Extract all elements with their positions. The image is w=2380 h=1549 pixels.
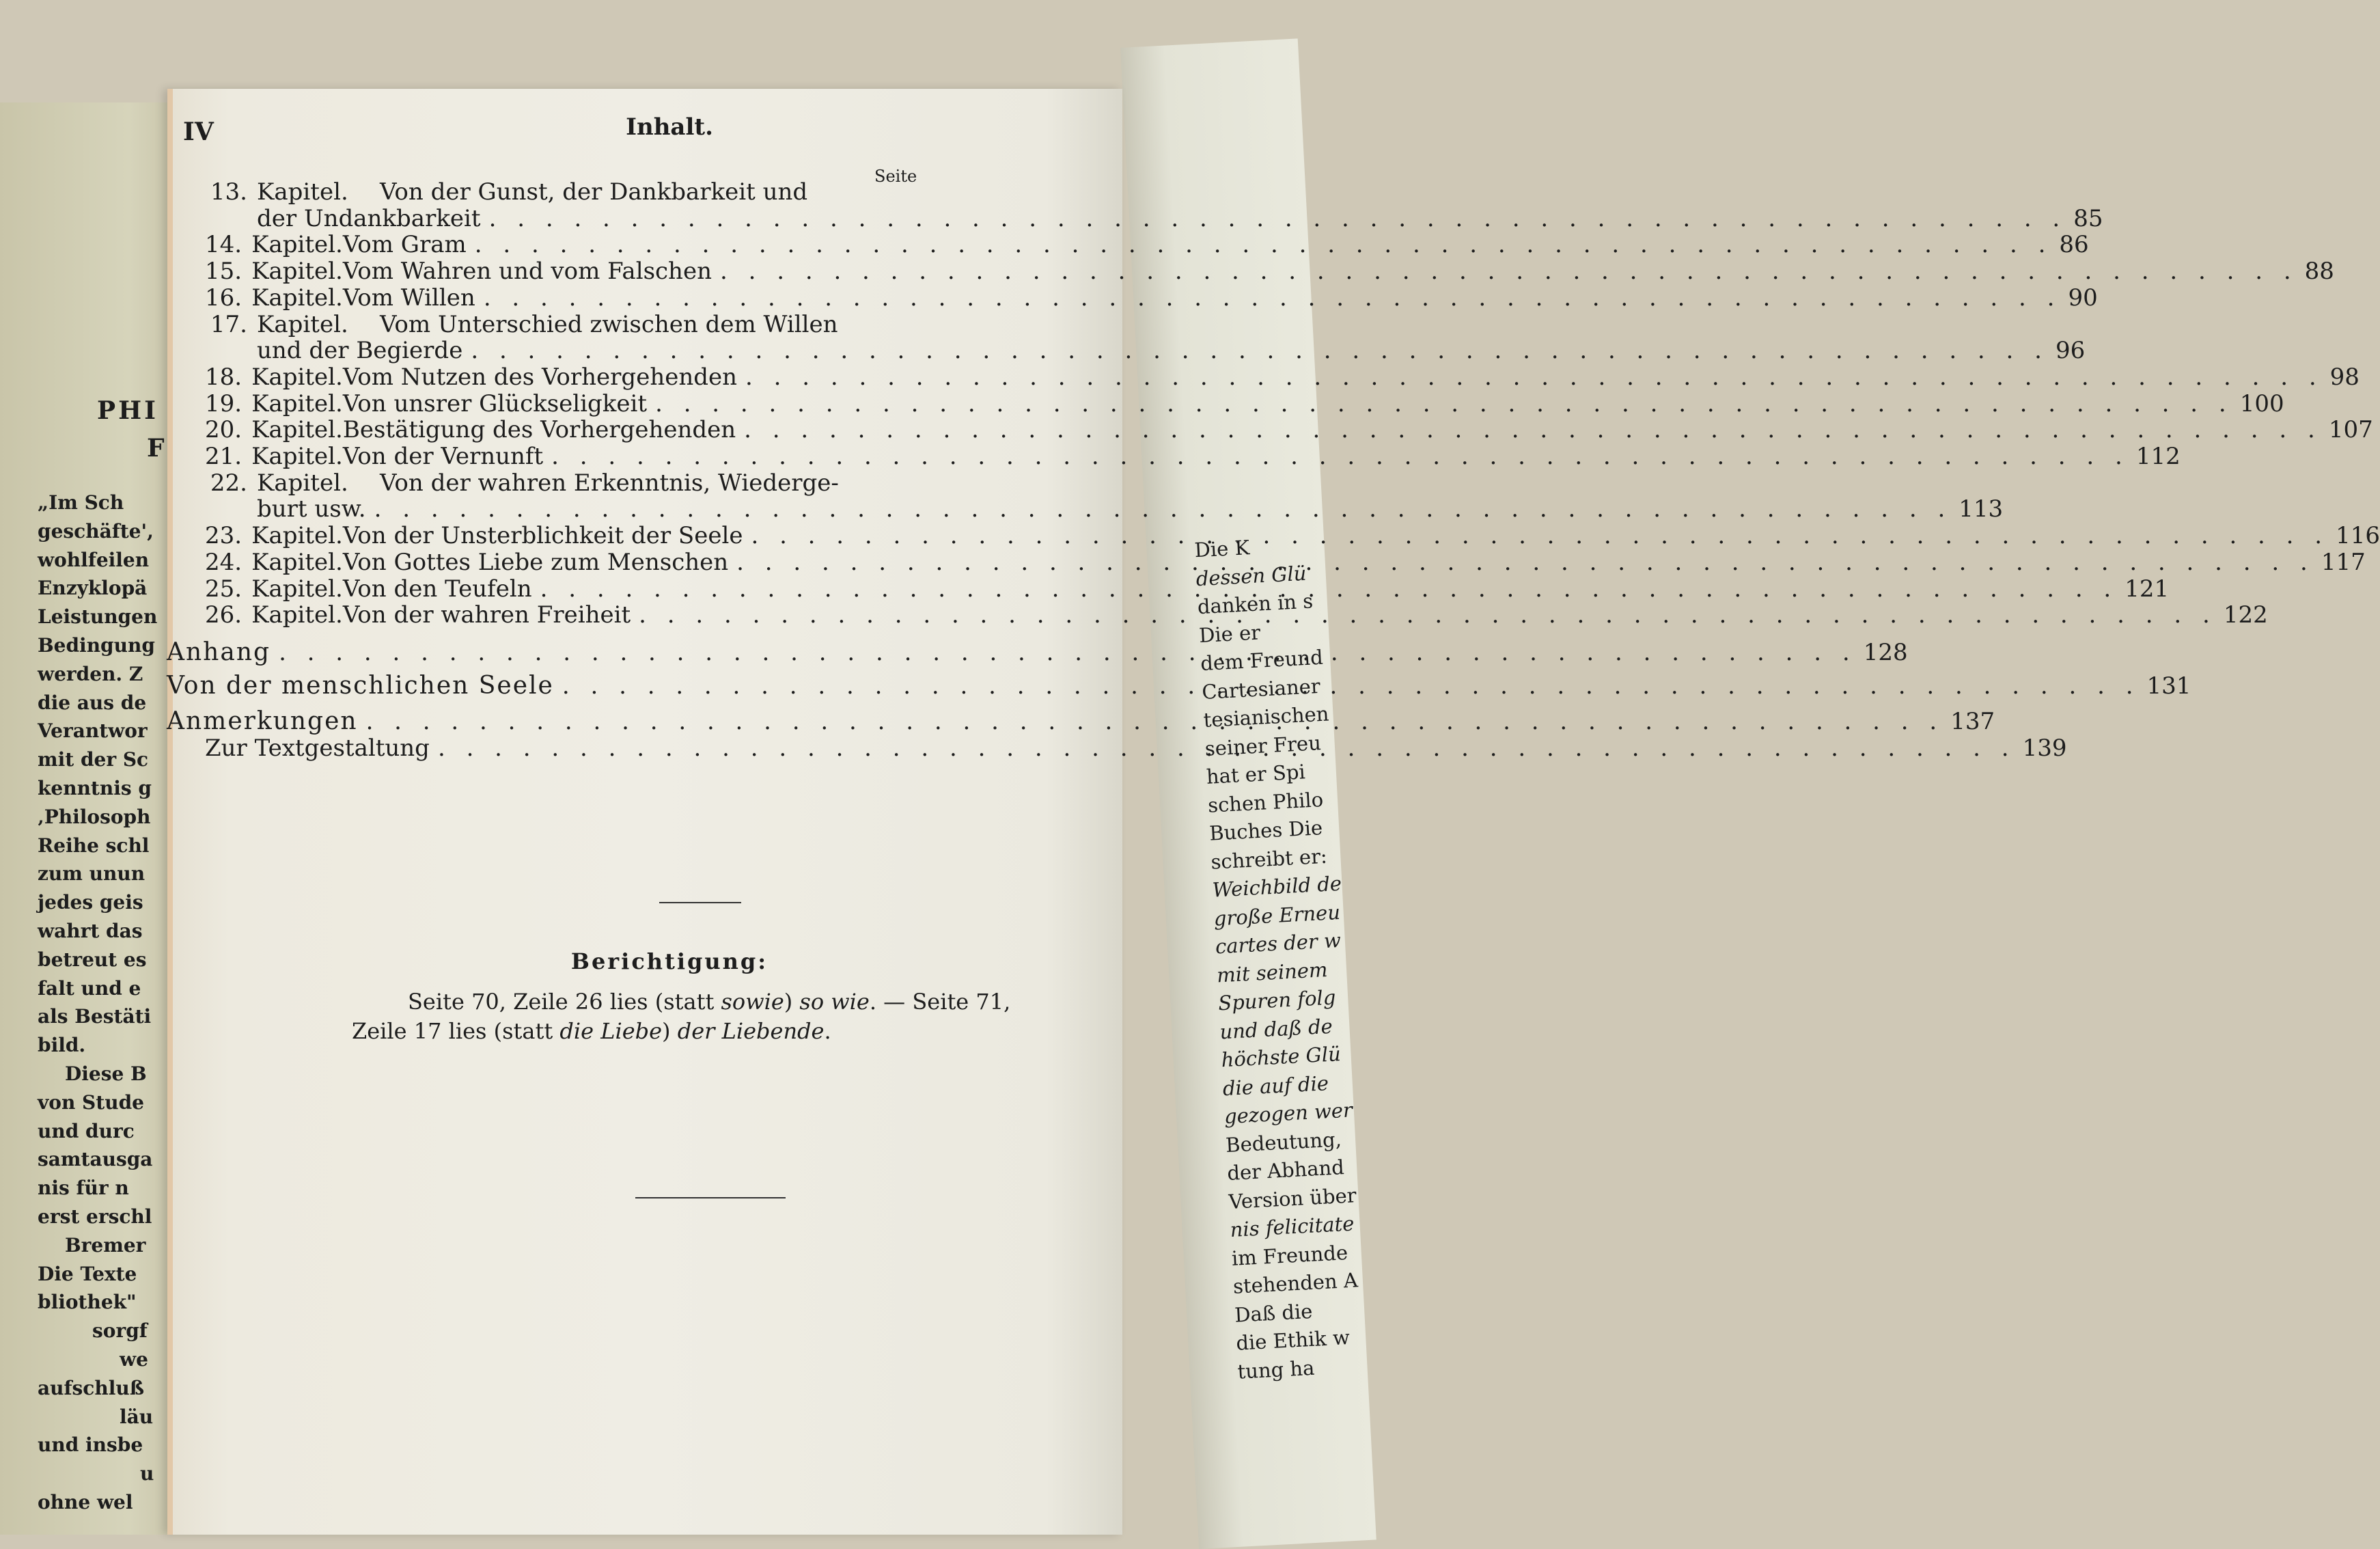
toc-page: 137: [1950, 708, 1995, 736]
errata-line: [352, 1017, 1083, 1046]
toc-title: Bestätigung des Vorhergehenden: [342, 416, 736, 444]
right-line: nis felicitate: [1229, 1211, 1355, 1242]
page-number: IV: [183, 118, 214, 146]
toc-kapitel: Kapitel.: [251, 575, 343, 603]
toc-title: Von der wahren Freiheit: [342, 601, 631, 629]
toc-entry: [205, 310, 2086, 365]
toc-entry: [205, 389, 2284, 417]
left-line: bliothek": [38, 1291, 137, 1314]
right-line: Version über: [1228, 1183, 1357, 1214]
divider-rule: [659, 902, 741, 903]
left-line: Bedingung: [38, 633, 155, 657]
left-line: we: [120, 1347, 148, 1371]
right-line: Weichbild de: [1211, 871, 1342, 902]
left-line: falt und e: [38, 976, 141, 1000]
toc-number: 19.: [205, 389, 243, 417]
errata-text-segment: Zeile 17 lies (statt: [352, 1018, 560, 1044]
toc-leader: [743, 523, 2329, 549]
left-line: sorgf: [92, 1319, 148, 1343]
left-line: jedes geis: [38, 891, 143, 914]
errata-text-segment: .: [824, 1018, 831, 1044]
left-line: als Bestäti: [38, 1005, 152, 1028]
toc-kapitel: Kapitel.: [257, 469, 348, 497]
running-title: Inhalt.: [626, 113, 713, 141]
toc-number: 25.: [205, 575, 243, 603]
left-background-page: [0, 102, 184, 1535]
toc-title: Von der wahren Erkenntnis, Wiederge-: [380, 469, 839, 497]
errata-italic: so wie: [799, 989, 870, 1015]
toc-kapitel: Kapitel.: [251, 284, 343, 312]
toc-page: 122: [2223, 601, 2268, 629]
toc-kapitel: Kapitel.: [251, 258, 343, 286]
toc-kapitel: Kapitel.: [251, 231, 343, 259]
toc-page: 88: [2304, 258, 2334, 286]
left-line: zum unun: [38, 862, 146, 886]
left-line: „Im Sch: [38, 491, 124, 514]
toc-leader: [712, 258, 2298, 285]
left-line: aufschluß: [38, 1376, 144, 1399]
right-line: hat er Spi: [1206, 760, 1306, 789]
toc-number: 23.: [205, 522, 243, 550]
toc-leader: [358, 709, 1944, 735]
toc-leader: [554, 673, 2140, 700]
toc-leader: [271, 640, 1857, 666]
toc-page: 100: [2239, 389, 2284, 417]
left-line: Enzyklopä: [38, 577, 148, 600]
left-line: und durc: [38, 1119, 135, 1142]
toc-kapitel: Kapitel.: [251, 522, 343, 550]
toc-leader: [532, 576, 2118, 603]
right-line: Die er: [1198, 620, 1261, 647]
toc-title: Von Gottes Liebe zum Menschen: [342, 548, 729, 576]
toc-entry: [205, 284, 2098, 312]
toc-leader: [462, 338, 2049, 364]
toc-title: Von unsrer Glückseligkeit: [342, 389, 648, 417]
toc-number: 15.: [205, 258, 243, 286]
right-line: Die K: [1193, 536, 1250, 562]
right-line: schreibt er:: [1210, 844, 1328, 874]
toc-entry: [205, 416, 2373, 444]
toc-title: Vom Unterschied zwischen dem Willen: [380, 310, 838, 338]
left-line: nis für n: [38, 1177, 129, 1200]
toc-number: 22.: [210, 469, 247, 497]
right-line: tesianischen: [1202, 702, 1330, 732]
toc-page: 113: [1959, 495, 2004, 523]
left-line: geschäfte',: [38, 519, 154, 543]
toc-leader: [430, 735, 2016, 762]
toc-kapitel: Kapitel.: [257, 310, 348, 338]
left-line: von Stude: [38, 1091, 144, 1114]
toc-page: 96: [2055, 337, 2086, 365]
toc-leader: [647, 391, 2233, 417]
right-line: dessen Glü: [1195, 561, 1307, 590]
toc-leader: [475, 285, 2062, 312]
errata-line: [352, 987, 1083, 1017]
toc-leader: [631, 602, 2217, 629]
left-line: u: [140, 1462, 154, 1485]
right-line: cartes der w: [1215, 928, 1342, 959]
right-line: tung ha: [1236, 1356, 1316, 1384]
right-line: danken in s: [1197, 589, 1314, 619]
left-line: und insbe: [38, 1434, 143, 1457]
toc-page: 90: [2068, 284, 2098, 312]
left-line: betreut es: [38, 948, 147, 971]
toc-section-title: Von der menschlichen Seele: [167, 671, 554, 700]
toc-entry: [205, 363, 2360, 391]
right-line: Daß die: [1234, 1299, 1314, 1327]
right-line: der Abhand: [1226, 1155, 1345, 1185]
left-line: Diese B: [65, 1062, 147, 1085]
toc-leader: [736, 417, 2322, 443]
right-line: große Erneu: [1213, 900, 1341, 931]
toc-title-continued: burt usw.: [257, 495, 366, 523]
right-line: Bedeutung,: [1225, 1127, 1342, 1157]
toc-title: Von der Gunst, der Dankbarkeit und: [380, 178, 808, 206]
toc-number: 16.: [205, 284, 243, 312]
toc-section-title: Zur Textgestaltung: [205, 735, 430, 763]
right-line: Cartesianer: [1201, 674, 1321, 704]
left-line: Reihe schl: [38, 834, 150, 857]
errata-italic: die Liebe: [559, 1018, 663, 1044]
toc-number: 20.: [205, 416, 243, 444]
toc-kapitel: Kapitel.: [251, 601, 343, 629]
toc-page: 85: [2073, 204, 2103, 232]
toc-page: 98: [2329, 363, 2360, 391]
toc-leader: [481, 206, 2067, 232]
toc-section-title: Anmerkungen: [167, 707, 358, 736]
toc-kapitel: Kapitel.: [251, 389, 343, 417]
errata-text-segment: Seite 70, Zeile 26 lies (statt: [408, 989, 721, 1015]
right-line: Buches Die: [1208, 816, 1323, 845]
toc-number: 14.: [205, 231, 243, 259]
right-line: dem Freund: [1200, 645, 1324, 676]
toc-title-continued: der Undankbarkeit: [257, 204, 481, 232]
toc-kapitel: Kapitel.: [257, 178, 348, 206]
toc-page: 121: [2125, 575, 2170, 603]
toc-leader: [728, 549, 2314, 576]
right-line: die auf die: [1222, 1071, 1329, 1100]
toc-page: 131: [2146, 672, 2191, 700]
right-line: gezogen wer: [1223, 1098, 1353, 1129]
left-line: ohne wel: [38, 1490, 133, 1513]
toc-page: 86: [2059, 231, 2089, 259]
left-line: Bremer: [65, 1233, 146, 1257]
toc-page: 112: [2135, 443, 2181, 471]
right-line: schen Philo: [1207, 787, 1324, 817]
right-line: die Ethik w: [1235, 1326, 1351, 1355]
right-line: mit seinem: [1216, 957, 1329, 987]
right-line: Spuren folg: [1217, 985, 1337, 1015]
errata-text: [352, 987, 1083, 1046]
toc-number: 17.: [210, 310, 247, 338]
right-line: höchste Glü: [1220, 1042, 1342, 1072]
toc-entry: [205, 178, 2103, 232]
left-page-heading: PHI: [97, 396, 158, 425]
toc-entry: [205, 231, 2089, 259]
toc-kapitel: Kapitel.: [251, 548, 343, 576]
errata-text-segment: . — Seite 71,: [869, 989, 1011, 1015]
toc-title: Vom Gram: [342, 231, 467, 259]
toc-page: 107: [2328, 416, 2373, 444]
toc-title: Vom Wahren und vom Falschen: [342, 258, 712, 286]
toc-leader: [366, 496, 1952, 523]
toc-leader: [737, 364, 2323, 391]
errata-italic: der Liebende: [677, 1018, 825, 1044]
left-page-heading-2: F: [147, 434, 165, 463]
toc-number: 21.: [205, 443, 243, 471]
left-line: wahrt das: [38, 919, 143, 942]
toc-page: 117: [2321, 548, 2366, 576]
left-line: läu: [120, 1405, 154, 1428]
toc-title: Von der Vernunft: [342, 443, 544, 471]
left-line: Die Texte: [38, 1262, 137, 1285]
errata-heading: Berichtigung:: [570, 948, 769, 974]
left-line: erst erschl: [38, 1205, 152, 1228]
toc-page: 139: [2022, 735, 2067, 763]
left-line: samtausga: [38, 1148, 153, 1171]
right-line: seiner Freu: [1204, 730, 1322, 760]
toc-kapitel: Kapitel.: [251, 363, 343, 391]
errata-text-segment: ): [662, 1018, 678, 1044]
divider-rule: [635, 1197, 786, 1198]
left-line: bild.: [38, 1034, 86, 1057]
toc-title: Vom Willen: [342, 284, 475, 312]
toc-title: Von der Unsterblichkeit der Seele: [342, 522, 743, 550]
toc-title-continued: und der Begierde: [257, 337, 463, 365]
toc-leader: [467, 232, 2053, 258]
right-line: stehenden A: [1232, 1268, 1359, 1298]
toc-page: 128: [1863, 638, 1908, 666]
toc-entry: [205, 258, 2334, 286]
toc-section-title: Anhang: [167, 638, 271, 666]
toc-number: 26.: [205, 601, 243, 629]
left-line: Leistungen: [38, 605, 158, 629]
toc-spacer: [205, 629, 1086, 640]
left-line: wohlfeilen: [38, 548, 150, 571]
toc-number: 24.: [205, 548, 243, 576]
left-line: die aus de: [38, 691, 147, 714]
left-line: ‚Philosoph: [38, 805, 151, 828]
toc-entry: [205, 469, 2004, 523]
errata-italic: sowie: [721, 989, 784, 1015]
toc-number: 18.: [205, 363, 243, 391]
toc-entry: [205, 443, 2181, 471]
left-line: kenntnis g: [38, 776, 152, 799]
left-line: Verantwor: [38, 719, 148, 743]
right-line: und daß de: [1219, 1014, 1333, 1043]
right-line: im Freunde: [1231, 1240, 1348, 1270]
toc-title: Vom Nutzen des Vorhergehenden: [342, 363, 738, 391]
toc-title: Von den Teufeln: [342, 575, 532, 603]
toc-number: 13.: [210, 178, 247, 206]
toc-page: 116: [2336, 522, 2380, 550]
left-line: werden. Z: [38, 662, 143, 685]
left-page-text: [38, 489, 157, 1517]
errata-text-segment: ): [784, 989, 800, 1015]
toc-leader: [543, 443, 2129, 470]
left-line: mit der Sc: [38, 748, 149, 771]
toc-kapitel: Kapitel.: [251, 416, 343, 444]
seite-label: Seite: [874, 167, 917, 186]
toc-kapitel: Kapitel.: [251, 443, 343, 471]
